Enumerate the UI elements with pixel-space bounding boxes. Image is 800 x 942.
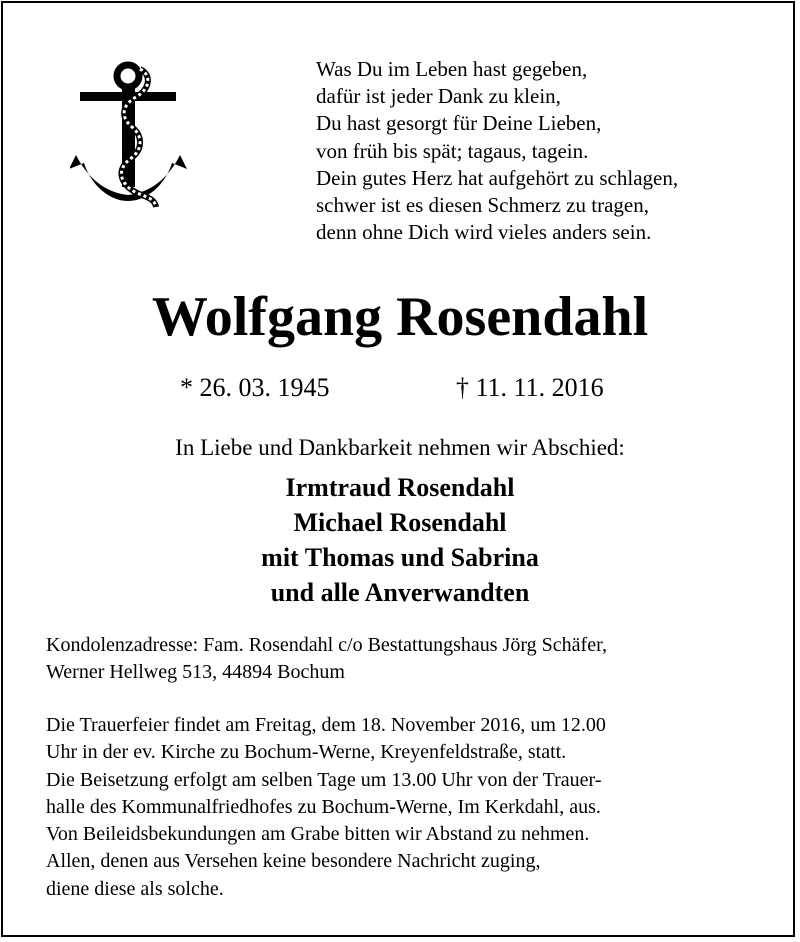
death-date: † 11. 11. 2016 [456, 373, 604, 402]
poem-line: denn ohne Dich wird vieles anders sein. [316, 220, 652, 245]
mourner-line: Michael Rosendahl [293, 508, 507, 537]
poem-line: Dein gutes Herz hat aufgehört zu schlagen, [316, 165, 679, 190]
mourners [0, 470, 800, 610]
notice-line: Uhr in der ev. Kirche zu Bochum-Werne, Kreyenfeldstraße, statt. [46, 741, 567, 764]
notice-line: halle des Kommunalfriedhofes zu Bochum-Werne, Im Kerkdahl, aus. [46, 795, 601, 818]
poem-line: schwer ist es diesen Schmerz zu tragen, [316, 192, 649, 217]
mourner-line: und alle Anverwandten [270, 578, 530, 607]
address-line: Kondolenzadresse: Fam. Rosendahl c/o Bestattungshaus Jörg Schäfer, [46, 634, 607, 656]
farewell-line: In Liebe und Dankbarkeit nehmen wir Abschied: [175, 435, 625, 460]
poem [316, 56, 678, 246]
poem-line: Was Du im Leben hast gegeben, [316, 57, 588, 81]
funeral-notice [46, 712, 606, 903]
poem-line: dafür ist jeder Dank zu klein, [316, 84, 561, 109]
condolence-address [46, 632, 607, 686]
address-line: Werner Hellweg 513, 44894 Bochum [46, 661, 345, 683]
notice-line: Allen, denen aus Versehen keine besondere Nachricht zuging, [46, 850, 541, 873]
birth-date: * 26. 03. 1945 [180, 373, 330, 402]
notice-line: Die Trauerfeier findet am Freitag, dem 18. November 2016, um 12.00 [46, 714, 606, 736]
anchor-icon [70, 55, 190, 215]
mourner-line: Irmtraud Rosendahl [285, 473, 515, 502]
poem-line: von früh bis spät; tagaus, tagein. [316, 138, 589, 163]
mourner-line: mit Thomas und Sabrina [261, 543, 539, 572]
deceased-name: Wolfgang Rosendahl [151, 286, 649, 348]
notice-line: Von Beileidsbekundungen am Grabe bitten wir Abstand zu nehmen. [46, 823, 590, 846]
poem-line: Du hast gesorgt für Deine Lieben, [316, 111, 602, 136]
notice-line: Die Beisetzung erfolgt am selben Tage um 13.00 Uhr von der Trauer- [46, 768, 602, 791]
notice-line: diene diese als solche. [46, 877, 224, 900]
